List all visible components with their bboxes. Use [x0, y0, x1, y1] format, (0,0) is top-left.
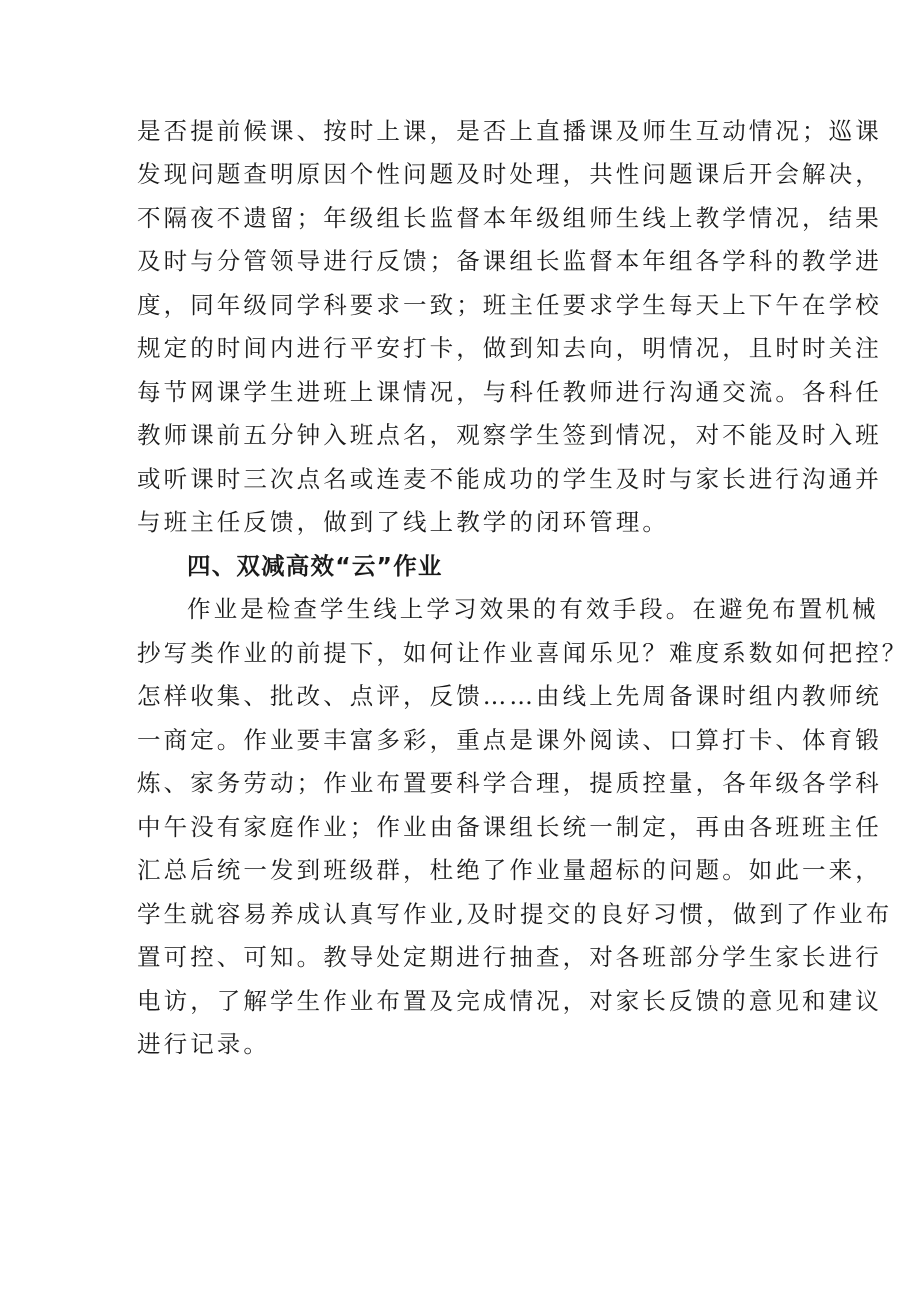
paragraph-line: 教师课前五分钟入班点名，观察学生签到情况，对不能及时入班 — [137, 421, 882, 449]
paragraph-line: 学生就容易养成认真写作业,及时提交的良好习惯，做到了作业布 — [137, 900, 893, 928]
paragraph-line: 进行记录。 — [137, 1030, 270, 1058]
paragraph-line: 规定的时间内进行平安打卡，做到知去向，明情况，且时时关注 — [137, 334, 882, 362]
paragraph-line: 或听课时三次点名或连麦不能成功的学生及时与家长进行沟通并 — [137, 465, 882, 493]
paragraph-line: 作业是检查学生线上学习效果的有效手段。在避免布置机械 — [187, 595, 879, 623]
paragraph-line: 电访，了解学生作业布置及完成情况，对家长反馈的意见和建议 — [137, 987, 882, 1015]
paragraph-line: 是否提前候课、按时上课，是否上直播课及师生互动情况；巡课 — [137, 117, 882, 145]
paragraph-line: 及时与分管领导进行反馈；备课组长监督本年组各学科的教学进 — [137, 247, 882, 275]
paragraph-line: 发现问题查明原因个性问题及时处理，共性问题课后开会解决， — [137, 160, 882, 188]
paragraph-line: 不隔夜不遗留；年级组长监督本年级组师生线上教学情况，结果 — [137, 204, 882, 232]
paragraph-line: 一商定。作业要丰富多彩，重点是课外阅读、口算打卡、体育锻 — [137, 726, 882, 754]
paragraph-line: 中午没有家庭作业；作业由备课组长统一制定，再由各班班主任 — [137, 813, 882, 841]
paragraph-line: 与班主任反馈，做到了线上教学的闭环管理。 — [137, 508, 669, 536]
paragraph-line: 汇总后统一发到班级群，杜绝了作业量超标的问题。如此一来， — [137, 856, 882, 884]
paragraph-line: 每节网课学生进班上课情况，与科任教师进行沟通交流。各科任 — [137, 378, 882, 406]
paragraph-line: 怎样收集、批改、点评，反馈……由线上先周备课时组内教师统 — [137, 682, 882, 710]
section-heading: 四、双减高效“云”作业 — [187, 552, 443, 580]
paragraph-line: 炼、家务劳动；作业布置要科学合理，提质控量，各年级各学科 — [137, 769, 882, 797]
paragraph-line: 置可控、可知。教导处定期进行抽查，对各班部分学生家长进行 — [137, 943, 882, 971]
paragraph-line: 抄写类作业的前提下，如何让作业喜闻乐见？难度系数如何把控？ — [137, 639, 909, 667]
paragraph-line: 度，同年级同学科要求一致；班主任要求学生每天上下午在学校 — [137, 291, 882, 319]
